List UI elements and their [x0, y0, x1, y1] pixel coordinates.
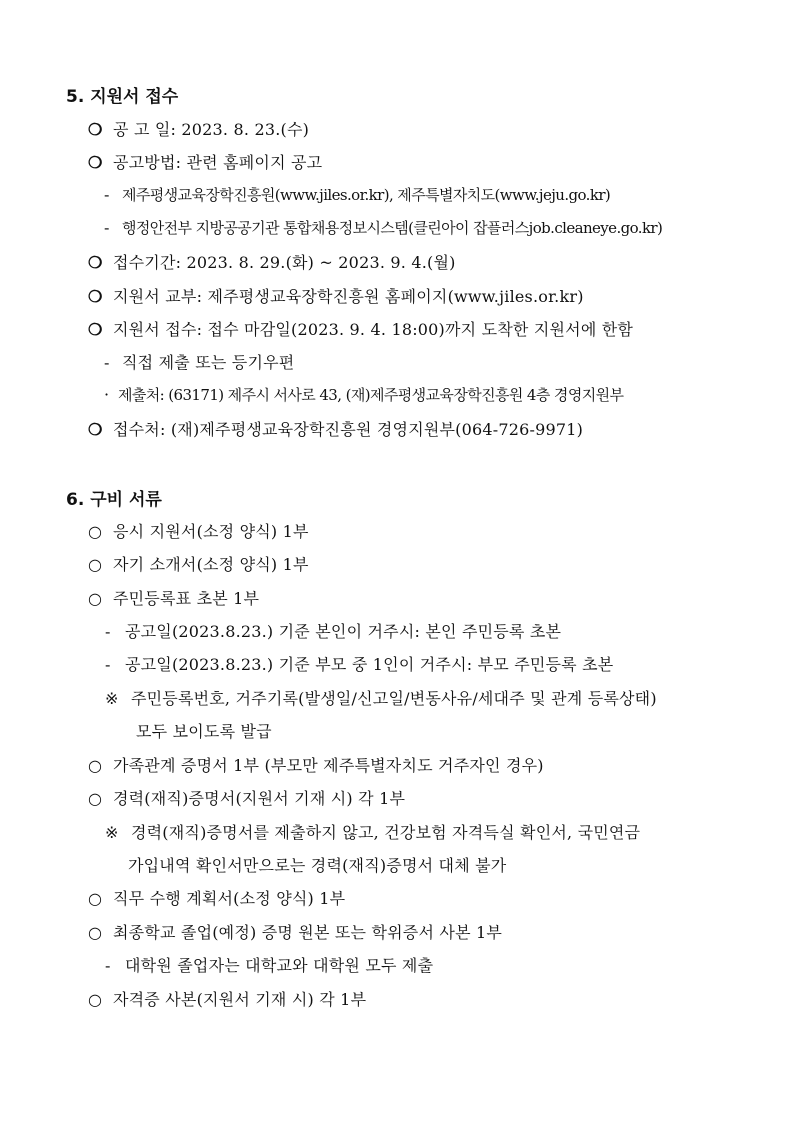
dash-icon: - — [105, 622, 111, 641]
item-text: 최종학교 졸업(예정) 증명 원본 또는 학위증서 사본 1부 — [113, 923, 503, 942]
list-item — [105, 619, 561, 642]
item-text: 공고일(2023.8.23.) 기준 본인이 거주시: 본인 주민등록 초본 — [125, 622, 562, 641]
circle-bullet-icon: ○ — [88, 522, 103, 541]
list-item — [88, 317, 633, 340]
item-text: 공고일(2023.8.23.) 기준 부모 중 1인이 거주시: 부모 주민등록 초본 — [125, 655, 614, 674]
item-text: 경력(재직)증명서를 제출하지 않고, 건강보험 자격득실 확인서, 국민연금 — [131, 823, 641, 842]
list-item — [88, 786, 405, 809]
circle-bullet-icon: ○ — [88, 889, 103, 908]
item-text: 가족관계 증명서 1부 (부모만 제주특별자치도 거주자인 경우) — [113, 756, 544, 775]
list-item — [88, 920, 502, 943]
list-item — [88, 150, 322, 173]
item-text: 응시 지원서(소정 양식) 1부 — [113, 522, 309, 541]
bullet-icon: ❍ — [88, 320, 103, 339]
item-text: 가입내역 확인서만으로는 경력(재직)증명서 대체 불가 — [128, 856, 507, 875]
bullet-icon: ❍ — [88, 253, 103, 272]
item-text: 직무 수행 계획서(소정 양식) 1부 — [113, 889, 346, 908]
list-item — [88, 753, 544, 776]
list-item — [88, 519, 309, 542]
list-item — [105, 652, 613, 675]
middle-dot-icon: · — [104, 385, 109, 404]
reference-mark-icon: ※ — [105, 823, 119, 842]
bullet-icon: ❍ — [88, 153, 103, 172]
item-text: 주민등록번호, 거주기록(발생일/신고일/변동사유/세대주 및 관계 등록상태) — [131, 689, 657, 708]
item-text: 접수처: (재)제주평생교육장학진흥원 경영지원부(064-726-9971) — [113, 420, 584, 439]
list-item — [104, 217, 662, 238]
reference-mark-icon: ※ — [105, 689, 119, 708]
list-item — [105, 953, 433, 976]
item-text: 공고방법: 관련 홈페이지 공고 — [113, 153, 323, 172]
section-5-heading: 5. 지원서 접수 — [66, 87, 179, 107]
dash-icon: - — [105, 655, 111, 674]
item-text: 경력(재직)증명서(지원서 기재 시) 각 1부 — [113, 789, 406, 808]
list-item — [88, 284, 584, 307]
item-text: 모두 보이도록 발급 — [136, 722, 272, 741]
circle-bullet-icon: ○ — [88, 789, 103, 808]
list-item — [104, 384, 623, 405]
bullet-icon: ❍ — [88, 120, 103, 139]
circle-bullet-icon: ○ — [88, 756, 103, 775]
circle-bullet-icon: ○ — [88, 589, 103, 608]
list-item — [88, 552, 309, 575]
list-item — [88, 987, 366, 1010]
item-text: 접수기간: 2023. 8. 29.(화) ~ 2023. 9. 4.(월) — [113, 253, 456, 272]
item-text: 제주평생교육장학진흥원(www.jiles.or.kr), 제주특별자치도(www.jeju.go.kr) — [122, 186, 611, 204]
dash-icon: - — [104, 185, 109, 204]
dash-icon: - — [104, 353, 110, 372]
item-text: 지원서 교부: 제주평생교육장학진흥원 홈페이지(www.jiles.or.kr) — [113, 287, 584, 306]
item-text: 자기 소개서(소정 양식) 1부 — [113, 555, 309, 574]
dash-icon: - — [105, 956, 111, 975]
list-item — [88, 417, 583, 440]
list-item-continuation — [128, 853, 506, 876]
circle-bullet-icon: ○ — [88, 990, 103, 1009]
item-text: 제출처: (63171) 제주시 서사로 43, (재)제주평생교육장학진흥원 4층 경영지원부 — [118, 386, 624, 404]
bullet-icon: ❍ — [88, 420, 103, 439]
circle-bullet-icon: ○ — [88, 923, 103, 942]
list-item — [105, 686, 657, 709]
list-item-continuation — [136, 719, 272, 742]
circle-bullet-icon: ○ — [88, 555, 103, 574]
bullet-icon: ❍ — [88, 287, 103, 306]
list-item — [105, 820, 640, 843]
item-text: 주민등록표 초본 1부 — [113, 589, 260, 608]
item-text: 대학원 졸업자는 대학교와 대학원 모두 제출 — [125, 956, 434, 975]
item-text: 행정안전부 지방공공기관 통합채용정보시스템(클린아이 잡플러스job.cleaneye.go.kr) — [122, 219, 663, 237]
item-text: 직접 제출 또는 등기우편 — [122, 353, 295, 372]
dash-icon: - — [104, 218, 109, 237]
list-item — [104, 350, 294, 373]
section-6-heading: 6. 구비 서류 — [66, 490, 162, 510]
item-text: 지원서 접수: 접수 마감일(2023. 9. 4. 18:00)까지 도착한 지원서에 한함 — [113, 320, 634, 339]
list-item — [104, 184, 610, 205]
list-item — [88, 250, 456, 273]
list-item — [88, 886, 345, 909]
list-item — [88, 586, 259, 609]
list-item — [88, 117, 309, 140]
item-text: 자격증 사본(지원서 기재 시) 각 1부 — [113, 990, 367, 1009]
item-text: 공 고 일: 2023. 8. 23.(수) — [113, 120, 310, 139]
